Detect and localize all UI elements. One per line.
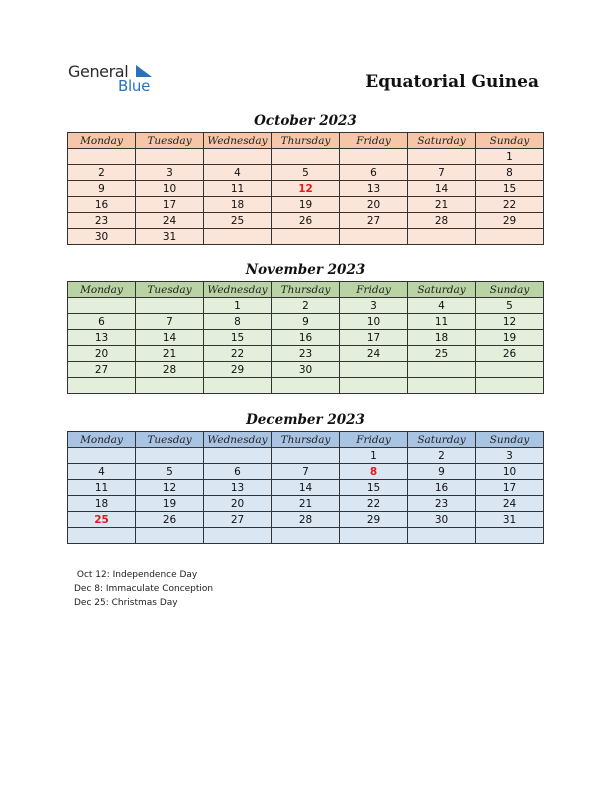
week-row bbox=[68, 229, 544, 245]
empty-day-cell bbox=[204, 448, 272, 464]
day-cell: 23 bbox=[68, 213, 136, 229]
day-cell: 19 bbox=[272, 197, 340, 213]
weekday-header-wednesday: Wednesday bbox=[204, 282, 272, 298]
calendar-grid-november bbox=[67, 281, 544, 394]
day-cell: 18 bbox=[204, 197, 272, 213]
weekday-header-row bbox=[68, 133, 544, 149]
day-cell: 9 bbox=[272, 314, 340, 330]
day-cell: 29 bbox=[476, 213, 544, 229]
week-row bbox=[68, 330, 544, 346]
weekday-header-saturday: Saturday bbox=[408, 133, 476, 149]
day-cell: 6 bbox=[340, 165, 408, 181]
day-cell: 26 bbox=[136, 512, 204, 528]
day-cell: 29 bbox=[340, 512, 408, 528]
day-cell: 14 bbox=[272, 480, 340, 496]
empty-day-cell bbox=[136, 298, 204, 314]
empty-day-cell bbox=[272, 149, 340, 165]
empty-day-cell bbox=[204, 229, 272, 245]
day-cell: 11 bbox=[204, 181, 272, 197]
month-december bbox=[67, 411, 544, 544]
empty-day-cell bbox=[272, 378, 340, 394]
day-cell: 2 bbox=[272, 298, 340, 314]
day-cell: 27 bbox=[68, 362, 136, 378]
day-cell: 16 bbox=[408, 480, 476, 496]
day-cell: 10 bbox=[340, 314, 408, 330]
week-row bbox=[68, 165, 544, 181]
calendar-grid-october bbox=[67, 132, 544, 245]
empty-day-cell bbox=[272, 528, 340, 544]
day-cell: 1 bbox=[340, 448, 408, 464]
day-cell: 15 bbox=[204, 330, 272, 346]
empty-day-cell bbox=[136, 448, 204, 464]
empty-day-cell bbox=[476, 362, 544, 378]
weekday-header-wednesday: Wednesday bbox=[204, 133, 272, 149]
day-cell: 22 bbox=[204, 346, 272, 362]
month-november bbox=[67, 261, 544, 394]
day-cell: 13 bbox=[340, 181, 408, 197]
day-cell: 27 bbox=[204, 512, 272, 528]
week-row bbox=[68, 197, 544, 213]
day-cell: 8 bbox=[204, 314, 272, 330]
empty-day-cell bbox=[136, 149, 204, 165]
empty-day-cell bbox=[204, 378, 272, 394]
empty-day-cell bbox=[204, 149, 272, 165]
day-cell: 30 bbox=[272, 362, 340, 378]
weekday-header-sunday: Sunday bbox=[476, 282, 544, 298]
weekday-header-monday: Monday bbox=[68, 133, 136, 149]
day-cell: 21 bbox=[272, 496, 340, 512]
day-cell: 18 bbox=[408, 330, 476, 346]
week-row bbox=[68, 464, 544, 480]
empty-day-cell bbox=[408, 378, 476, 394]
day-cell: 2 bbox=[408, 448, 476, 464]
weekday-header-row bbox=[68, 282, 544, 298]
day-cell: 17 bbox=[136, 197, 204, 213]
empty-day-cell bbox=[476, 229, 544, 245]
empty-day-cell bbox=[68, 448, 136, 464]
holiday-day-cell: 12 bbox=[272, 181, 340, 197]
week-row bbox=[68, 480, 544, 496]
day-cell: 10 bbox=[476, 464, 544, 480]
day-cell: 29 bbox=[204, 362, 272, 378]
weekday-header-tuesday: Tuesday bbox=[136, 432, 204, 448]
day-cell: 13 bbox=[68, 330, 136, 346]
day-cell: 23 bbox=[272, 346, 340, 362]
day-cell: 26 bbox=[476, 346, 544, 362]
day-cell: 2 bbox=[68, 165, 136, 181]
day-cell: 20 bbox=[204, 496, 272, 512]
day-cell: 11 bbox=[68, 480, 136, 496]
day-cell: 21 bbox=[408, 197, 476, 213]
day-cell: 9 bbox=[408, 464, 476, 480]
day-cell: 28 bbox=[408, 213, 476, 229]
day-cell: 25 bbox=[204, 213, 272, 229]
day-cell: 4 bbox=[204, 165, 272, 181]
day-cell: 14 bbox=[408, 181, 476, 197]
day-cell: 31 bbox=[136, 229, 204, 245]
month-october bbox=[67, 112, 544, 245]
day-cell: 31 bbox=[476, 512, 544, 528]
empty-day-cell bbox=[204, 528, 272, 544]
day-cell: 1 bbox=[476, 149, 544, 165]
week-row bbox=[68, 314, 544, 330]
day-cell: 16 bbox=[272, 330, 340, 346]
day-cell: 19 bbox=[476, 330, 544, 346]
week-row bbox=[68, 149, 544, 165]
day-cell: 20 bbox=[68, 346, 136, 362]
holiday-day-cell: 25 bbox=[68, 512, 136, 528]
day-cell: 27 bbox=[340, 213, 408, 229]
day-cell: 8 bbox=[476, 165, 544, 181]
weekday-header-row bbox=[68, 432, 544, 448]
day-cell: 15 bbox=[476, 181, 544, 197]
day-cell: 5 bbox=[272, 165, 340, 181]
week-row bbox=[68, 213, 544, 229]
day-cell: 6 bbox=[204, 464, 272, 480]
day-cell: 22 bbox=[340, 496, 408, 512]
day-cell: 26 bbox=[272, 213, 340, 229]
day-cell: 6 bbox=[68, 314, 136, 330]
empty-day-cell bbox=[340, 378, 408, 394]
empty-day-cell bbox=[340, 362, 408, 378]
empty-day-cell bbox=[68, 149, 136, 165]
day-cell: 28 bbox=[272, 512, 340, 528]
day-cell: 21 bbox=[136, 346, 204, 362]
week-row bbox=[68, 346, 544, 362]
week-row bbox=[68, 528, 544, 544]
day-cell: 25 bbox=[408, 346, 476, 362]
week-row bbox=[68, 362, 544, 378]
day-cell: 4 bbox=[68, 464, 136, 480]
day-cell: 5 bbox=[136, 464, 204, 480]
logo-triangle-icon bbox=[134, 64, 154, 78]
country-title: Equatorial Guinea bbox=[365, 72, 539, 92]
empty-day-cell bbox=[408, 362, 476, 378]
holiday-notes bbox=[74, 568, 213, 610]
empty-day-cell bbox=[476, 378, 544, 394]
day-cell: 30 bbox=[68, 229, 136, 245]
empty-day-cell bbox=[476, 528, 544, 544]
weekday-header-saturday: Saturday bbox=[408, 432, 476, 448]
day-cell: 9 bbox=[68, 181, 136, 197]
weekday-header-monday: Monday bbox=[68, 432, 136, 448]
holiday-note: Dec 25: Christmas Day bbox=[74, 598, 178, 608]
day-cell: 24 bbox=[340, 346, 408, 362]
day-cell: 3 bbox=[340, 298, 408, 314]
day-cell: 12 bbox=[136, 480, 204, 496]
day-cell: 5 bbox=[476, 298, 544, 314]
weekday-header-sunday: Sunday bbox=[476, 432, 544, 448]
weekday-header-thursday: Thursday bbox=[272, 282, 340, 298]
day-cell: 13 bbox=[204, 480, 272, 496]
week-row bbox=[68, 448, 544, 464]
day-cell: 19 bbox=[136, 496, 204, 512]
empty-day-cell bbox=[68, 378, 136, 394]
empty-day-cell bbox=[340, 149, 408, 165]
week-row bbox=[68, 512, 544, 528]
weekday-header-sunday: Sunday bbox=[476, 133, 544, 149]
empty-day-cell bbox=[340, 528, 408, 544]
day-cell: 23 bbox=[408, 496, 476, 512]
day-cell: 3 bbox=[476, 448, 544, 464]
day-cell: 12 bbox=[476, 314, 544, 330]
month-title: December 2023 bbox=[246, 412, 365, 428]
holiday-note: Oct 12: Independence Day bbox=[74, 570, 198, 580]
day-cell: 3 bbox=[136, 165, 204, 181]
empty-day-cell bbox=[408, 229, 476, 245]
weekday-header-thursday: Thursday bbox=[272, 133, 340, 149]
day-cell: 30 bbox=[408, 512, 476, 528]
weekday-header-saturday: Saturday bbox=[408, 282, 476, 298]
day-cell: 10 bbox=[136, 181, 204, 197]
week-row bbox=[68, 181, 544, 197]
empty-day-cell bbox=[272, 448, 340, 464]
weekday-header-thursday: Thursday bbox=[272, 432, 340, 448]
generalblue-logo bbox=[68, 62, 168, 96]
calendar-grid-december bbox=[67, 431, 544, 544]
day-cell: 24 bbox=[136, 213, 204, 229]
weekday-header-tuesday: Tuesday bbox=[136, 133, 204, 149]
day-cell: 7 bbox=[272, 464, 340, 480]
empty-day-cell bbox=[136, 528, 204, 544]
day-cell: 28 bbox=[136, 362, 204, 378]
day-cell: 18 bbox=[68, 496, 136, 512]
week-row bbox=[68, 378, 544, 394]
day-cell: 20 bbox=[340, 197, 408, 213]
holiday-note: Dec 8: Immaculate Conception bbox=[74, 584, 214, 594]
weekday-header-friday: Friday bbox=[340, 432, 408, 448]
day-cell: 22 bbox=[476, 197, 544, 213]
empty-day-cell bbox=[408, 149, 476, 165]
day-cell: 4 bbox=[408, 298, 476, 314]
empty-day-cell bbox=[408, 528, 476, 544]
day-cell: 14 bbox=[136, 330, 204, 346]
weekday-header-friday: Friday bbox=[340, 133, 408, 149]
weekday-header-monday: Monday bbox=[68, 282, 136, 298]
week-row bbox=[68, 496, 544, 512]
day-cell: 15 bbox=[340, 480, 408, 496]
empty-day-cell bbox=[68, 298, 136, 314]
weekday-header-friday: Friday bbox=[340, 282, 408, 298]
day-cell: 1 bbox=[204, 298, 272, 314]
empty-day-cell bbox=[272, 229, 340, 245]
empty-day-cell bbox=[340, 229, 408, 245]
day-cell: 11 bbox=[408, 314, 476, 330]
empty-day-cell bbox=[68, 528, 136, 544]
day-cell: 7 bbox=[136, 314, 204, 330]
day-cell: 17 bbox=[476, 480, 544, 496]
empty-day-cell bbox=[136, 378, 204, 394]
day-cell: 17 bbox=[340, 330, 408, 346]
month-title: October 2023 bbox=[254, 113, 357, 129]
logo-text-blue: Blue bbox=[118, 77, 150, 95]
day-cell: 16 bbox=[68, 197, 136, 213]
logo-text-general: General bbox=[68, 62, 129, 81]
holiday-day-cell: 8 bbox=[340, 464, 408, 480]
weekday-header-wednesday: Wednesday bbox=[204, 432, 272, 448]
day-cell: 7 bbox=[408, 165, 476, 181]
week-row bbox=[68, 298, 544, 314]
weekday-header-tuesday: Tuesday bbox=[136, 282, 204, 298]
month-title: November 2023 bbox=[245, 262, 366, 278]
day-cell: 24 bbox=[476, 496, 544, 512]
